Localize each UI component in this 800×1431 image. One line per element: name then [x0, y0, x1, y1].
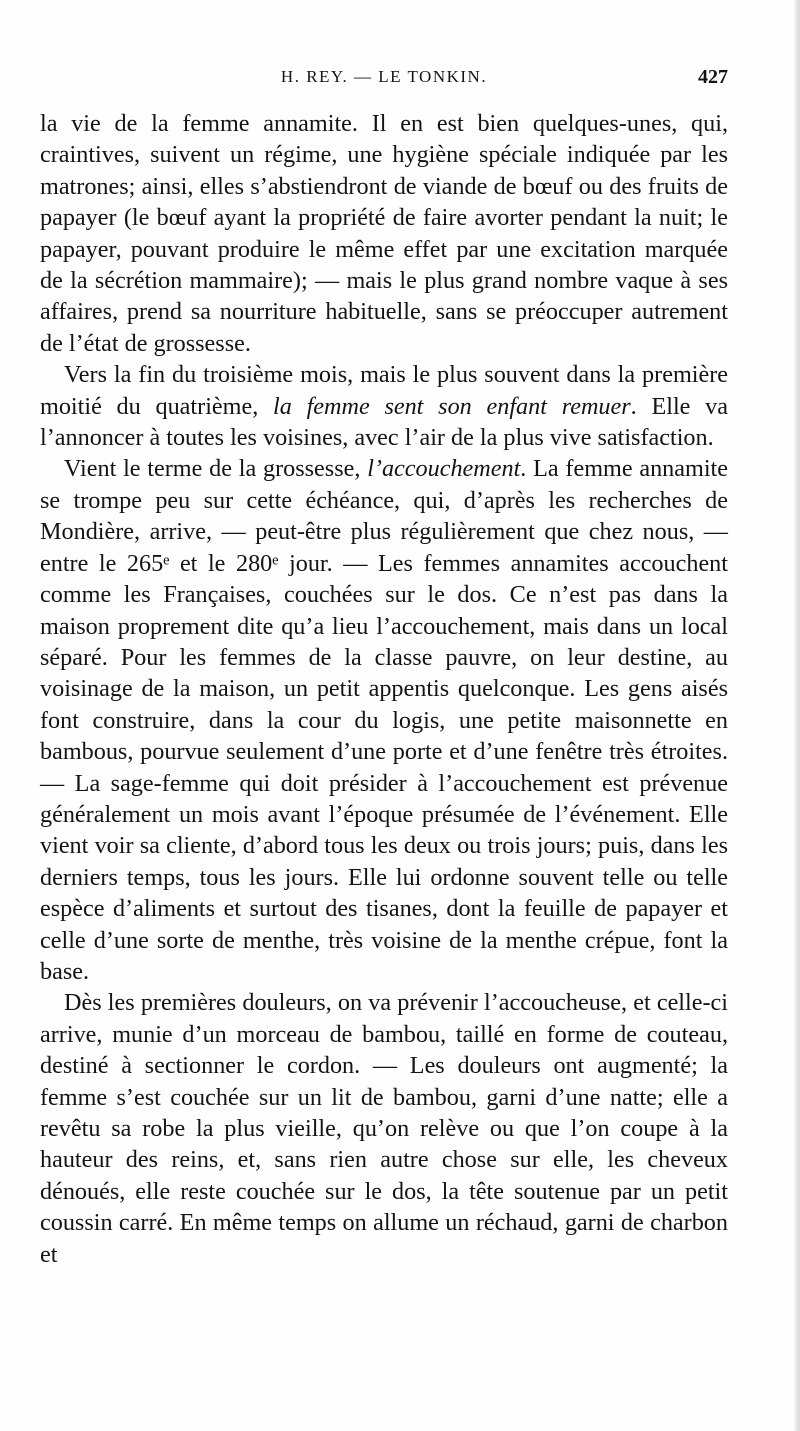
- paragraph: [40, 987, 728, 1270]
- text-run: . Elle va l’annoncer à toutes les voisines, avec l’air de la plus vive satisfaction.: [40, 392, 728, 452]
- italic-text-run: l’accouchement: [367, 455, 521, 483]
- paragraph: [40, 359, 728, 453]
- running-title: H. REY. — LE TONKIN.: [280, 67, 488, 86]
- paragraph: [40, 453, 728, 987]
- page-edge: [794, 0, 800, 1431]
- running-head: [40, 62, 728, 92]
- paragraph: [40, 108, 728, 359]
- text-run: la vie de la femme annamite. Il en est bien quelques-unes, qui, craintives, suivent un régime, une hygiène spéciale indiquée par les matrones; ainsi, elles s’abstiendront de viande de bœuf ou des fruits de papayer (le bœuf ayant la propriété de faire avorter pendant la nuit; le papayer, pouvant produire le même effet par une excitation marquée de la sécrétion mammaire); — mais le plus grand nombre vaque à ses affaires, prend sa nourriture habituelle, sans se préoccuper autrement de l’état de grossesse.: [40, 110, 728, 357]
- text-run: Vers la fin du troisième mois, mais le plus souvent dans la première moitié du quatrième,: [40, 361, 728, 420]
- body-text: [40, 108, 728, 1270]
- text-run: Dès les premières douleurs, on va prévenir l’accoucheuse, et celle-ci arrive, munie d’un morceau de bambou, taillé en forme de couteau, destiné à sectionner le cordon. — Les douleurs ont augmenté; la femme s’est couchée sur un lit de bambou, garni d’une natte; elle a revêtu sa robe la plus vieille, qu’on relève ou que l’on coupe à la hauteur des reins, et, sans rien autre chose sur elle, les cheveux dénoués, elle reste couchée sur le dos, la tête soutenue par un petit coussin carré. En même temps on allume un réchaud, garni de charbon et: [40, 989, 728, 1268]
- italic-text-run: la femme sent son enfant remuer: [273, 392, 631, 420]
- text-run: Vient le terme de la grossesse,: [64, 455, 368, 483]
- text-run: . La femme annamite se trompe peu sur cette échéance, qui, d’après les recherches de Mondière, arrive, — peut-être plus régulièrement que chez nous, — entre le 265ᵉ et le 280ᵉ jour. — Les femmes annamites accouchent comme les Françaises, couchées sur le dos. Ce n’est pas dans la maison proprement dite qu’a lieu l’accouchement, mais dans un local séparé. Pour les femmes de la classe pauvre, on leur destine, au voisinage de la maison, un petit appentis quelconque. Les gens aisés font construire, dans la cour du logis, une petite maisonnette en bambous, pourvue seulement d’une porte et d’une fenêtre très étroites. — La sage-femme qui doit présider à l’accouchement est prévenue généralement un mois avant l’époque présumée de l’événement. Elle vient voir sa cliente, d’abord tous les deux ou trois jours; puis, dans les derniers temps, tous les jours. Elle lui ordonne souvent telle ou telle espèce d’aliments et surtout des tisanes, dont la feuille de papayer et celle d’une sorte de menthe, très voisine de la menthe crépue, font la base.: [40, 455, 728, 985]
- page-number: 427: [698, 66, 728, 88]
